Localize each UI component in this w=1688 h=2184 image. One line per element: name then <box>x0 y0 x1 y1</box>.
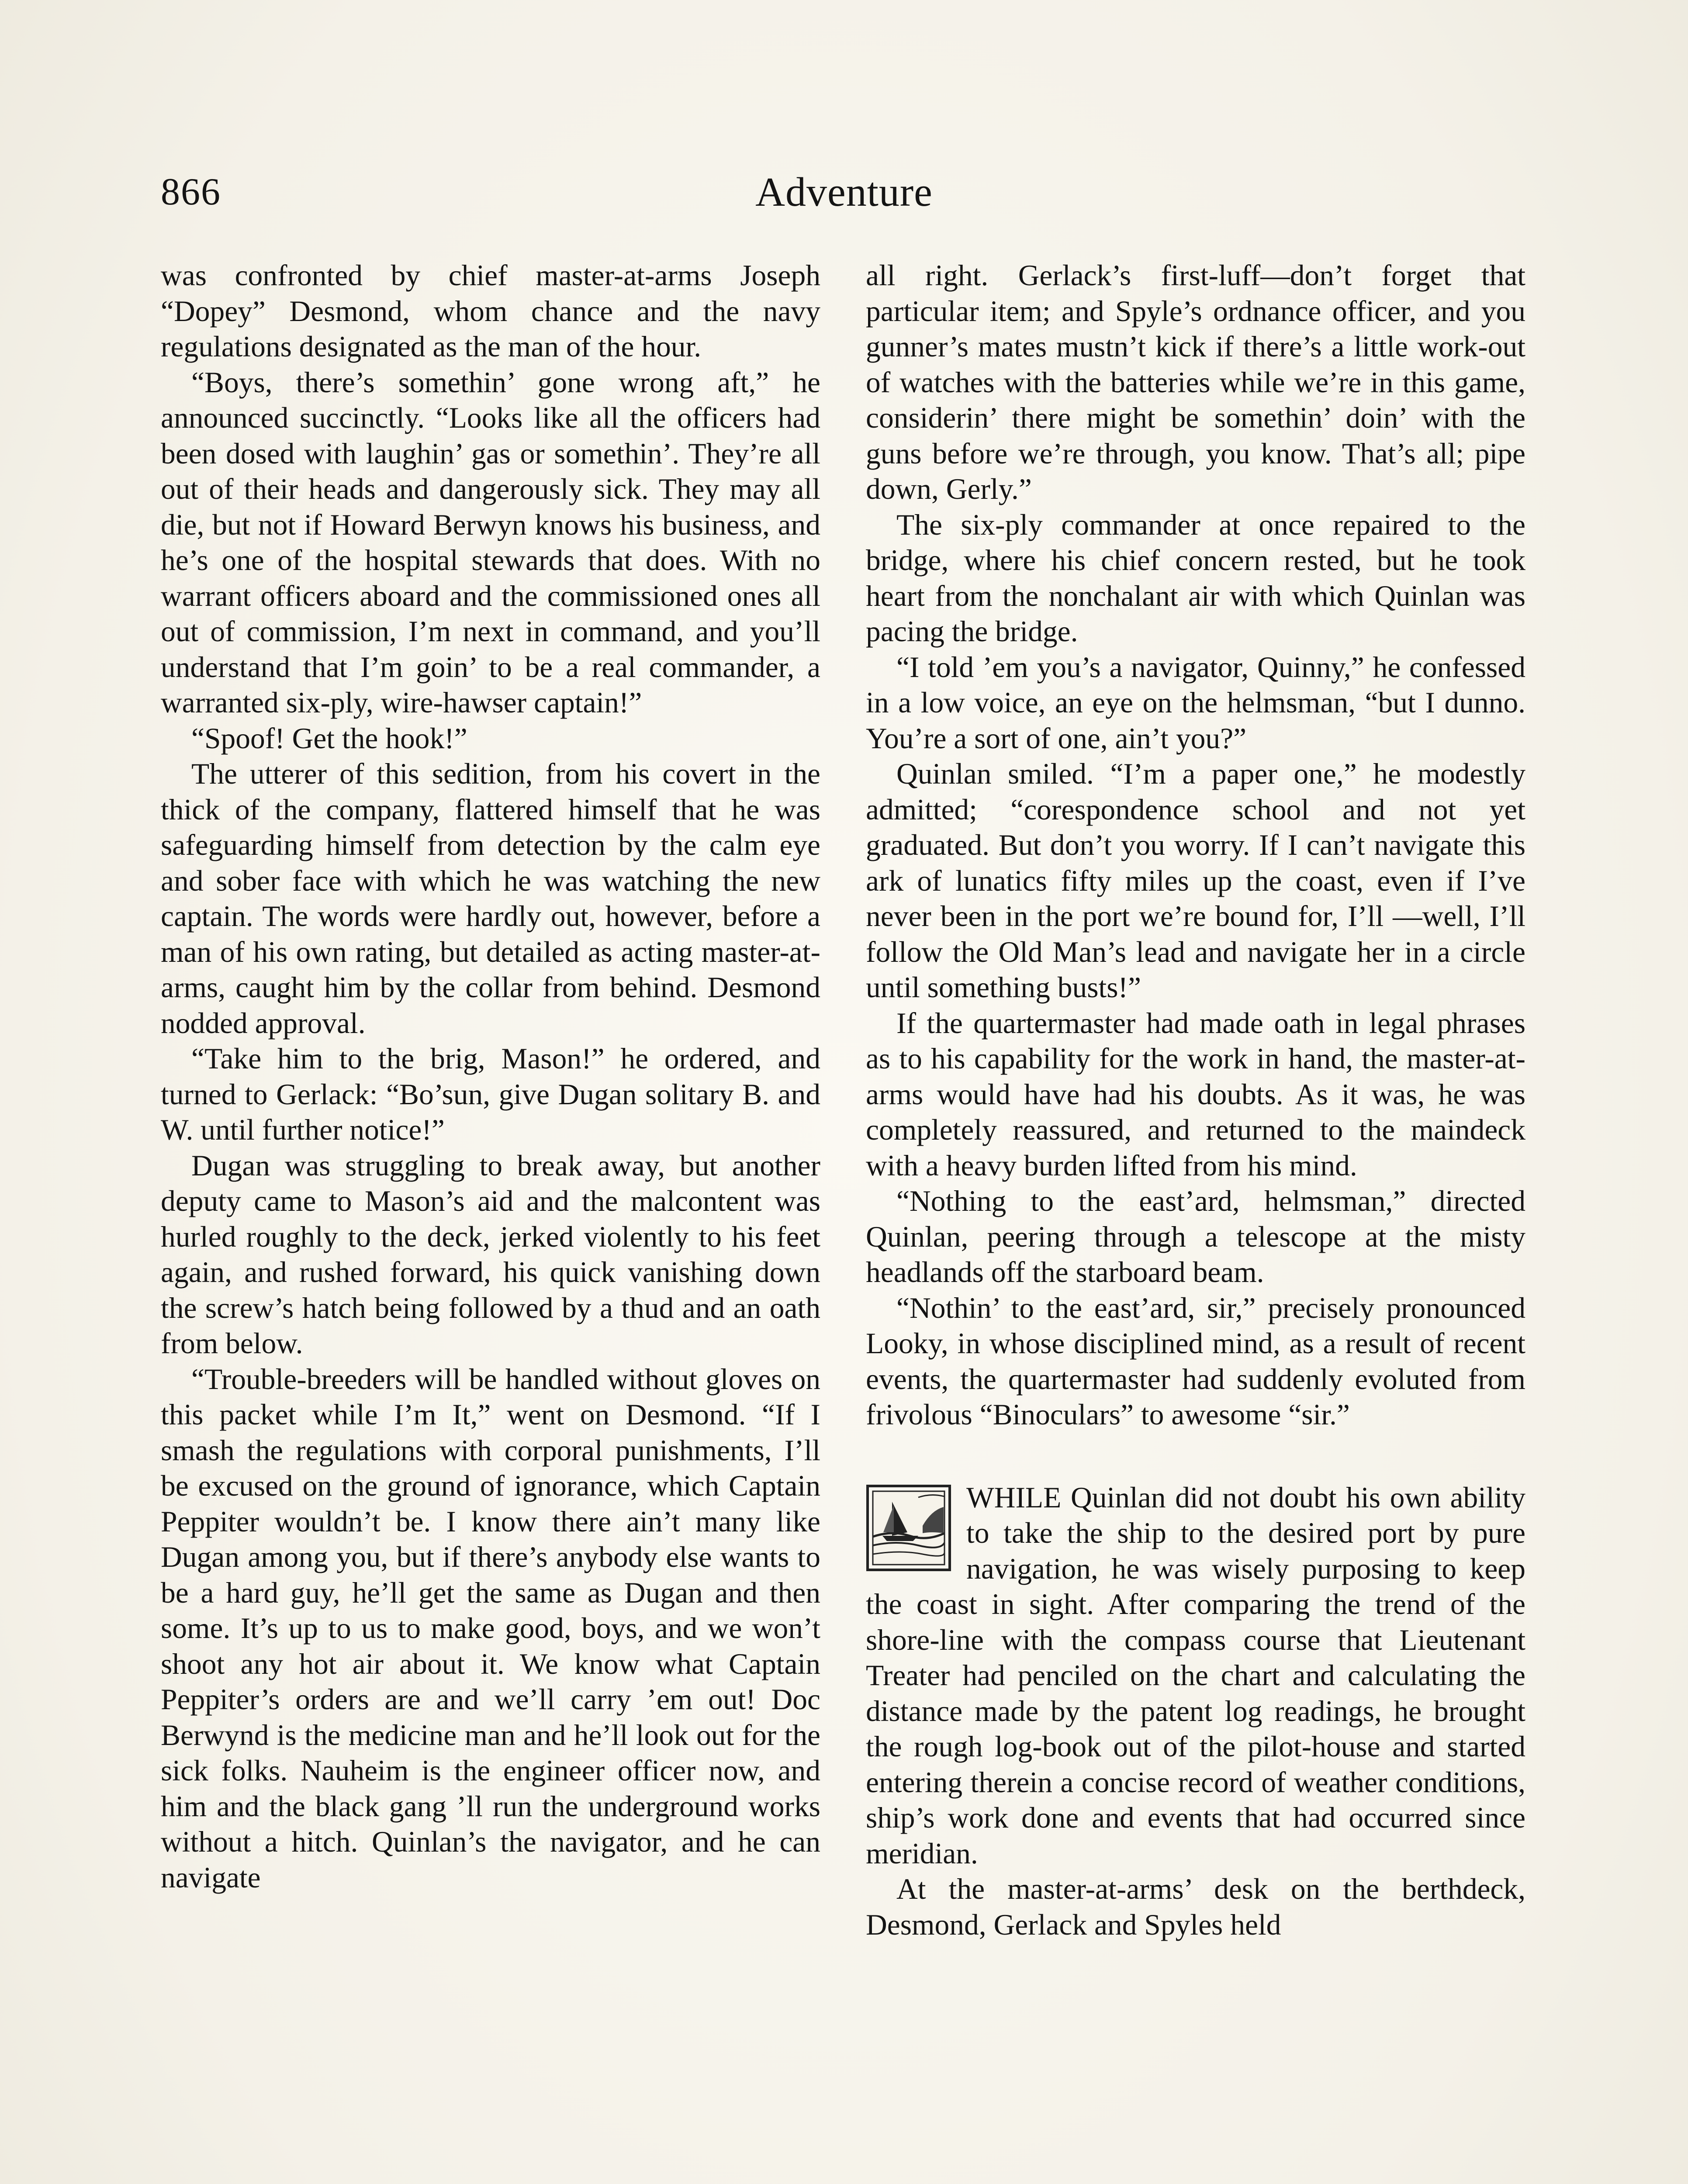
paragraph: The utterer of this sedition, from his covert in the thick of the company, flattered himself that he was safeguarding himself from detection by the calm eye and sober face with which he was watching the new captain. The words were hardly out, however, before a man of his own rating, but detailed as acting master-at-arms, caught him by the collar from behind. Desmond nodded approval. <box>161 757 820 1040</box>
paragraph: all right. Gerlack’s first-luff—don’t forget that particular item; and Spyle’s ordnance officer, and you gunner’s mates mustn’t kick if there’s a little work-out of watches with the batteries while we’re in this game, considerin’ there might be somethin’ doin’ with the guns before we’re through, you know. That’s all; pipe down, Gerly.” <box>866 259 1525 505</box>
paragraph: “Boys, there’s somethin’ gone wrong aft,” he announced succinctly. “Looks like all the officers had been dosed with laughin’ gas or somethin’. They’re all out of their heads and dangerously sick. They may all die, but not if Howard Berwyn knows his business, and he’s one of the hospital stewards that does. With no warrant officers aboard and the commissioned ones all out of commission, I’m next in command, and you’ll understand that I’m goin’ to be a real commander, a warranted six-ply, wire-hawser captain!” <box>161 366 820 719</box>
section-break <box>866 1433 1525 1480</box>
running-title: Adventure <box>755 169 933 215</box>
left-column <box>161 258 820 1895</box>
page-number: 866 <box>161 171 221 213</box>
paragraph: was confronted by chief master-at-arms Joseph “Dopey” Desmond, whom chance and the navy regulations designated as the man of the hour. <box>161 259 820 363</box>
right-column <box>866 258 1525 1942</box>
paragraph: “Spoof! Get the hook!” <box>191 722 467 755</box>
page-header <box>161 166 1527 236</box>
paragraph: “I told ’em you’s a navigator, Quinny,” he confessed in a low voice, an eye on the helmsman, “but I dunno. You’re a sort of one, ain’t you?” <box>866 650 1525 755</box>
paragraph: WHILE Quinlan did not doubt his own ability to take the ship to the desired port by pure navigation, he was wisely purposing to keep the coast in sight. After comparing the trend of the shore-line with the compass course that Lieutenant Treater had penciled on the chart and calculating the distance made by the patent log readings, he brought the rough log-book out of the pilot-house and started entering therein a concise record of weather conditions, ship’s work done and events that had occurred since meridian. <box>866 1481 1525 1870</box>
paragraph: “Nothing to the east’ard, helmsman,” directed Quinlan, peering through a telescope at the misty headlands off the starboard beam. <box>866 1185 1525 1289</box>
paragraph: The six-ply commander at once repaired to the bridge, where his chief concern rested, but he took heart from the nonchalant air with which Quinlan was pacing the bridge. <box>866 508 1525 648</box>
ship-vignette-icon <box>866 1484 951 1572</box>
paragraph: At the master-at-arms’ desk on the berthdeck, Desmond, Gerlack and Spyles held <box>866 1873 1525 1941</box>
paragraph: Quinlan smiled. “I’m a paper one,” he modestly admitted; “corespondence school and not yet graduated. But don’t you worry. If I can’t navigate this ark of lunatics fifty miles up the coast, even if I’ve never been in the port we’re bound for, I’ll —well, I’ll follow the Old Man’s lead and navigate her in a circle until something busts!” <box>866 757 1525 1004</box>
paragraph: If the quartermaster had made oath in legal phrases as to his capability for the work in hand, the master-at-arms would have had his doubts. As it was, he was completely reassured, and returned to the maindeck with a heavy burden lifted from his mind. <box>866 1006 1525 1182</box>
paragraph: “Nothin’ to the east’ard, sir,” precisely pronounced Looky, in whose disciplined mind, as a result of recent events, the quartermaster had suddenly evoluted from frivolous “Binoculars” to awesome “sir.” <box>866 1291 1525 1431</box>
paragraph: “Trouble-breeders will be handled without gloves on this packet while I’m It,” went on Desmond. “If I smash the regulations with corporal punishments, I’ll be excused on the ground of ignorance, which Captain Peppiter wouldn’t be. I know there ain’t many like Dugan among you, but if there’s anybody else wants to be a hard guy, he’ll get the same as Dugan and then some. It’s up to us to make good, boys, and we won’t shoot any hot air about it. We know what Captain Peppiter’s orders are and we’ll carry ’em out! Doc Berwynd is the medicine man and he’ll look out for the sick folks. Nauheim is the engineer officer now, and him and the black gang ’ll run the underground works without a hitch. Quinlan’s the navigator, and he can navigate <box>161 1362 820 1894</box>
paragraph: Dugan was struggling to break away, but another deputy came to Mason’s aid and the malcontent was hurled roughly to the deck, jerked violently to his feet again, and rushed forward, his quick vanishing down the screw’s hatch being followed by a thud and an oath from below. <box>161 1149 820 1360</box>
paragraph: “Take him to the brig, Mason!” he ordered, and turned to Gerlack: “Bo’sun, give Dugan solitary B. and W. until further notice!” <box>161 1042 820 1146</box>
